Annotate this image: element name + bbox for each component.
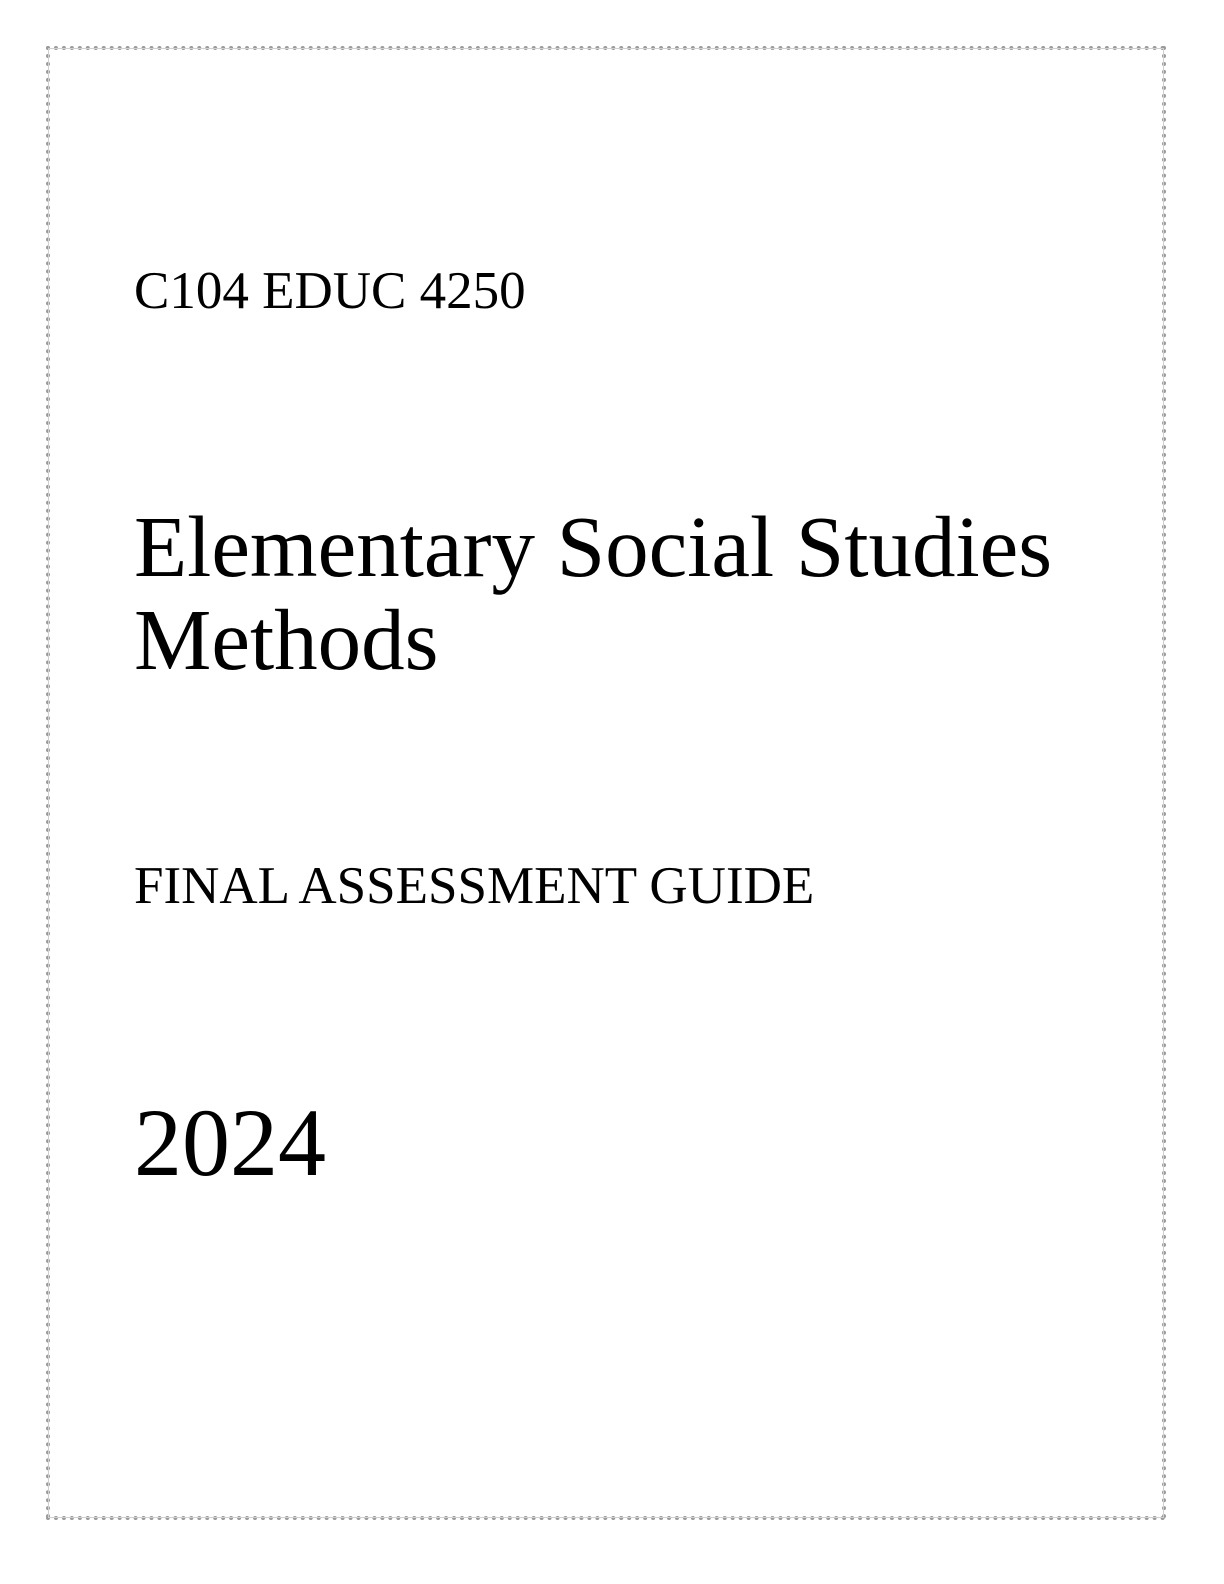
title-line-2: Methods (134, 591, 439, 688)
document-year: 2024 (134, 1089, 326, 1196)
title-line-1: Elementary Social Studies (134, 498, 1053, 595)
document-title (134, 500, 1134, 686)
document-subtitle: FINAL ASSESSMENT GUIDE (134, 857, 815, 915)
course-code: C104 EDUC 4250 (134, 262, 526, 320)
